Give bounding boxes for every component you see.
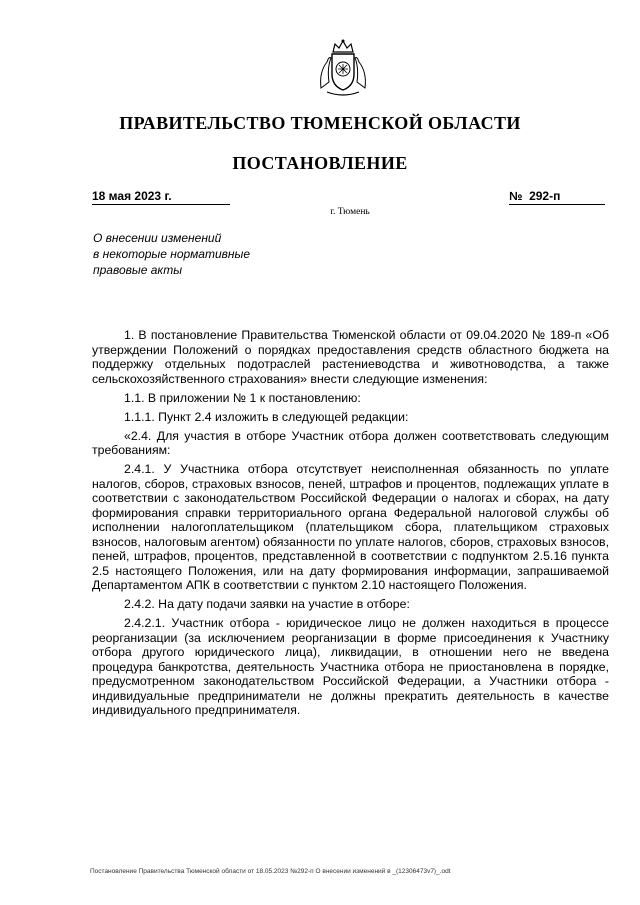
subject-line: О внесении изменений [93, 231, 222, 245]
government-title: ПРАВИТЕЛЬСТВО ТЮМЕНСКОЙ ОБЛАСТИ [119, 113, 521, 133]
paragraph: 2.4.1. У Участника отбора отсутствует неисполненная обязанность по уплате налогов, сборов, страховых взносов, пеней, штрафов и процентов, подлежащих уплате в соответствии с законодательством Российской Федерации о налогах и сборах, на дату формирования справки территориального органа Федеральной налоговой службы об исполнении налогоплательщиком (плательщиком сбора, плательщиком страховых взносов, налоговым агентом) обязанности по уплате налогов, сборов, страховых взносов, пеней, штрафов, процентов, представленной в соответствии с подпунктом 2.5.16 пункта 2.5 настоящего Положения, или на дату формирования информации, запрашиваемой Департаментом АПК в соответствии с пунктом 2.10 настоящего Положения. [92, 462, 609, 592]
paragraph: 1.1.1. Пункт 2.4 изложить в следующей редакции: [124, 409, 409, 424]
paragraph: 1. В постановление Правительства Тюменской области от 09.04.2020 № 189-п «Об утверждении Положений о порядках предоставления средств областного бюджета на поддержку отдельных подотраслей растениеводства и животноводства, а также сельскохозяйственного страхования» внести следующие изменения: [92, 328, 609, 386]
paragraph: 2.4.2.1. Участник отбора - юридическое лицо не должен находиться в процессе реорганизации (за исключением реорганизации в форме присоединения к Участнику отбора другого юридического лица), ликвидации, в отношении него не введена процедура банкротства, деятельность Участника отбора не приостановлена в порядке, предусмотренном законодательством Российской Федерации, а Участники отбора - индивидуальные предприниматели не должны прекратить деятельность в качестве индивидуального предпринимателя. [92, 616, 609, 717]
document-date: 18 мая 2023 г. [92, 188, 230, 205]
city-name: г. Тюмень [330, 207, 370, 217]
coat-of-arms-emblem [317, 38, 369, 98]
paragraph: 1.1. В приложении № 1 к постановлению: [124, 390, 361, 405]
subject-line: правовые акты [93, 263, 183, 277]
number-sign: № [509, 189, 523, 203]
document-number [509, 188, 605, 205]
document-footer: Постановление Правительства Тюменской области от 18.05.2023 №292-п О внесении изменений в _(12306473v7)_.odt [90, 868, 451, 875]
number-value: 292-п [529, 189, 561, 203]
paragraph: 2.4.2. На дату подачи заявки на участие в отборе: [124, 597, 410, 611]
subject-line: в некоторые нормативные [93, 247, 251, 261]
document-body [92, 328, 609, 722]
document-subject [93, 230, 303, 278]
paragraph: «2.4. Для участия в отборе Участник отбора должен соответствовать следующим требованиям: [92, 428, 609, 457]
document-type-title: ПОСТАНОВЛЕНИЕ [232, 153, 408, 173]
